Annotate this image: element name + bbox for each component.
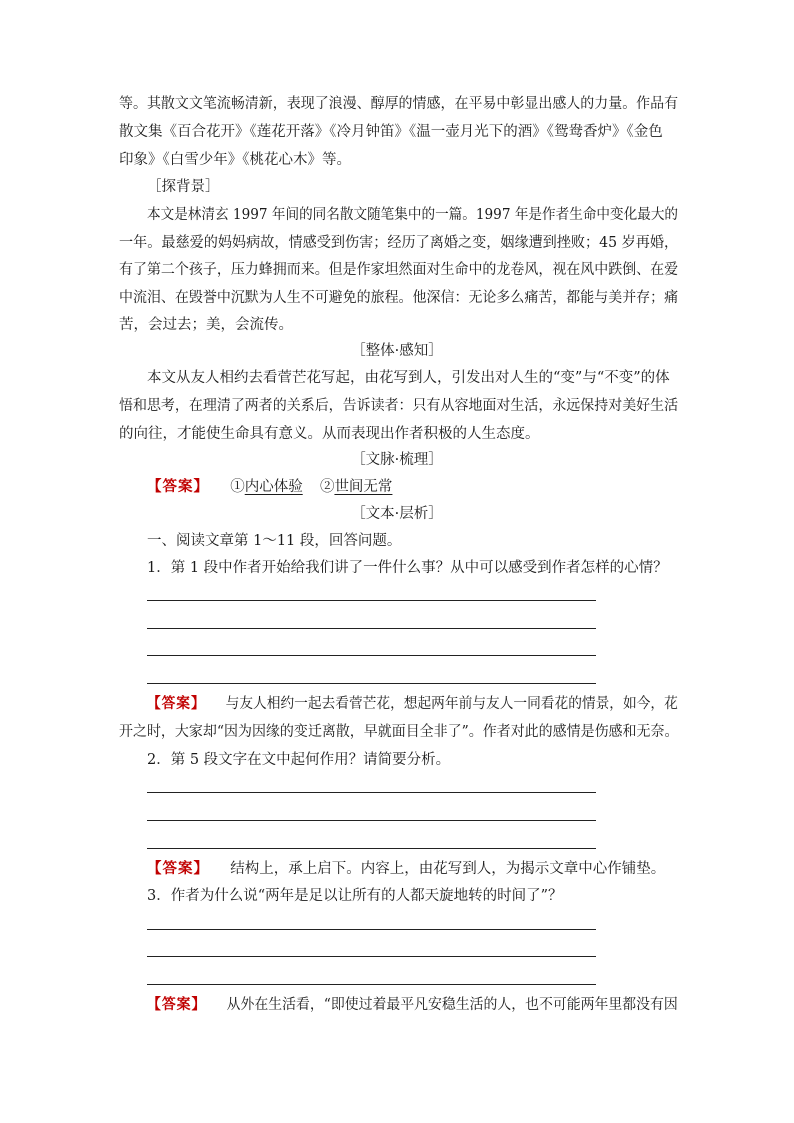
overview-line-1: 本文从友人相约去看菅芒花写起，由花写到人，引发出对人生的“变”与“不变”的体 [147, 370, 670, 386]
background-line-5: 苦，会过去；美，会流传。 [119, 317, 293, 333]
answer-line [147, 600, 596, 601]
answer-tag: 【答案】 [147, 695, 206, 712]
answer-line [147, 956, 596, 957]
answer-tag: 【答案】 [147, 860, 209, 877]
overview-line-3: 的向往，才能使生命具有意义。从而表现出作者积极的人生态度。 [119, 426, 540, 442]
background-line-4: 中流泪、在毁誉中沉默为人生不可避免的旅程。他深信：无论多么痛苦，都能与美并存；痛 [119, 290, 679, 306]
background-line-2: 一年。最慈爱的妈妈病故，情感受到伤害；经历了离婚之变，姻缘遭到挫败；45 岁再婚， [119, 235, 679, 251]
answer-1-text: 与友人相约一起去看菅芒花，想起两年前与友人一同看花的情景，如今，花 [225, 696, 678, 712]
answer-line [147, 820, 596, 821]
answer-tag: 【答案】 [147, 996, 207, 1013]
question-2: 2．第 5 段文字在文中起何作用？请简要分析。 [147, 752, 451, 768]
answer-item-1-number: ① [230, 479, 245, 495]
answer-2-text: 结构上，承上启下。内容上，由花写到人，为揭示文章中心作铺垫。 [230, 861, 666, 877]
answer-item-2-number: ② [319, 479, 335, 495]
answer-line [147, 792, 596, 793]
answer-3-line-1 [147, 995, 678, 1015]
answer-line [147, 984, 596, 985]
overview-heading: ［整体·感知］ [351, 343, 443, 359]
question-3: 3．作者为什么说“两年是足以让所有的人都天旋地转的时间了”？ [147, 888, 563, 904]
background-heading: ［探背景］ [147, 179, 220, 195]
answer-2 [147, 859, 665, 879]
intro-line-3: 印象》《白雪少年》《桃花心木》等。 [119, 152, 351, 168]
answer-tag: 【答案】 [147, 478, 209, 495]
answer-line [147, 929, 596, 930]
answer-line [147, 655, 596, 656]
question-1: 1．第 1 段中作者开始给我们讲了一件什么事？从中可以感受到作者怎样的心情？ [147, 560, 668, 576]
answer-3-text: 从外在生活看，“即使过着最平凡安稳生活的人，也不可能两年里都没有因 [226, 997, 678, 1013]
analysis-heading: ［文本·层析］ [351, 506, 443, 522]
answer-line [147, 628, 596, 629]
background-line-1: 本文是林清玄 1997 年间的同名散文随笔集中的一篇。1997 年是作者生命中变化最大的 [147, 207, 679, 223]
answer-item-1: 内心体验 [244, 479, 303, 495]
section-heading: 一、阅读文章第 1～11 段，回答问题。 [147, 533, 402, 549]
intro-line-1: 等。其散文文笔流畅清新，表现了浪漫、醇厚的情感，在平易中彰显出感人的力量。作品有 [119, 96, 679, 112]
overview-line-2: 悟和思考，在理清了两者的关系后，告诉读者：只有从容地面对生活，永远保持对美好生活 [119, 398, 679, 414]
outline-heading: ［文脉·梳理］ [351, 452, 443, 468]
answer-line [147, 848, 596, 849]
background-line-3: 有了第二个孩子，压力蜂拥而来。但是作家坦然面对生命中的龙卷风，视在风中跌倒、在爱 [119, 262, 679, 278]
outline-answer [147, 477, 392, 497]
intro-line-2: 散文集《百合花开》《莲花开落》《冷月钟笛》《温一壶月光下的酒》《鸳鸯香炉》《金色 [119, 124, 663, 140]
answer-line [147, 683, 596, 684]
answer-1-line-1 [147, 694, 678, 714]
answer-1-line-2: 开之时，大家却“因为因缘的变迁离散，早就面目全非了”。作者对此的感情是伤感和无奈。 [119, 724, 679, 740]
answer-item-2: 世间无常 [334, 479, 393, 495]
